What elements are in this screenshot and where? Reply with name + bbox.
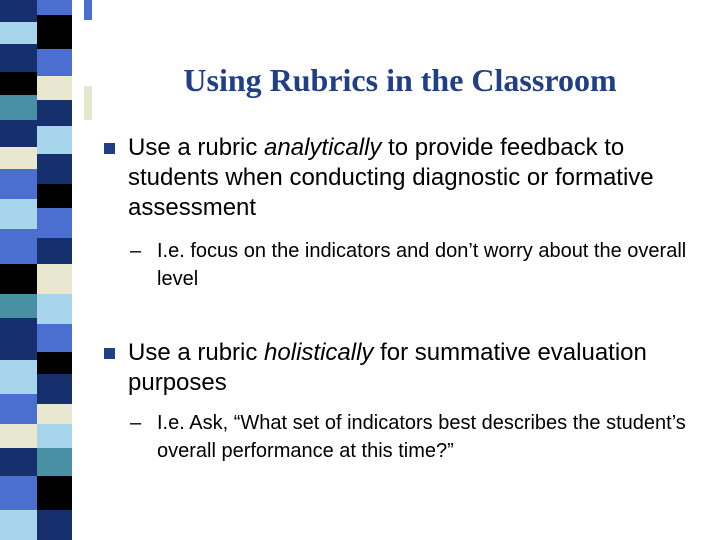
strip-block [0, 22, 37, 44]
strip-block [37, 448, 72, 476]
strip-block [0, 294, 37, 318]
strip-block [0, 199, 37, 229]
strip-block [37, 238, 72, 264]
strip-block [37, 424, 72, 448]
strip-block [0, 264, 37, 294]
strip-block [0, 0, 37, 22]
strip-block [37, 208, 72, 238]
strip-block [0, 169, 37, 199]
bullet-square-icon [104, 143, 115, 154]
strip-block [37, 184, 72, 208]
strip-block [37, 15, 72, 49]
dash-icon: – [130, 412, 142, 434]
bullet-text-part: to provide feedback to students when conducting diagnostic or formative assessment [128, 134, 654, 221]
strip-block [37, 294, 72, 324]
strip-block [0, 147, 37, 169]
strip-block [37, 0, 72, 15]
bullet-square-icon [104, 348, 115, 359]
strip-block [37, 154, 72, 184]
strip-block [37, 352, 72, 374]
strip-block [37, 126, 72, 154]
bullet-text [128, 133, 688, 223]
bullet-text-part: Use a rubric [128, 134, 265, 161]
strip-block [0, 229, 37, 264]
strip-block [37, 100, 72, 126]
slide-title: Using Rubrics in the Classroom [183, 62, 617, 98]
accent-bar [84, 86, 92, 120]
bullet-text [128, 338, 688, 398]
sub-bullet-text: I.e. focus on the indicators and don’t worry about the overall level [157, 240, 687, 290]
bullet-emphasis: holistically [264, 339, 374, 366]
strip-block [0, 95, 37, 120]
strip-block [0, 318, 37, 360]
strip-block [37, 404, 72, 424]
dash-icon: – [130, 240, 142, 262]
strip-block [37, 49, 72, 76]
strip-block [0, 476, 37, 510]
strip-block [37, 324, 72, 352]
sub-bullet-text: I.e. Ask, “What set of indicators best describes the student’s overall performance at this time?” [157, 412, 686, 462]
strip-block [0, 424, 37, 448]
strip-block [0, 72, 37, 95]
strip-block [37, 76, 72, 100]
strip-block [0, 448, 37, 476]
strip-block [37, 510, 72, 540]
bullet-text-part: Use a rubric [128, 339, 265, 366]
decorative-side-strip [0, 0, 80, 540]
bullet-text-part: for summative evaluation purposes [128, 339, 647, 396]
strip-block [0, 510, 37, 540]
strip-block [0, 394, 37, 424]
strip-block [0, 44, 37, 72]
accent-bar [84, 0, 92, 20]
bullet-emphasis: analytically [264, 134, 382, 161]
strip-block [0, 360, 37, 394]
strip-block [0, 120, 37, 147]
strip-block [37, 374, 72, 404]
strip-block [37, 476, 72, 510]
strip-block [37, 264, 72, 294]
